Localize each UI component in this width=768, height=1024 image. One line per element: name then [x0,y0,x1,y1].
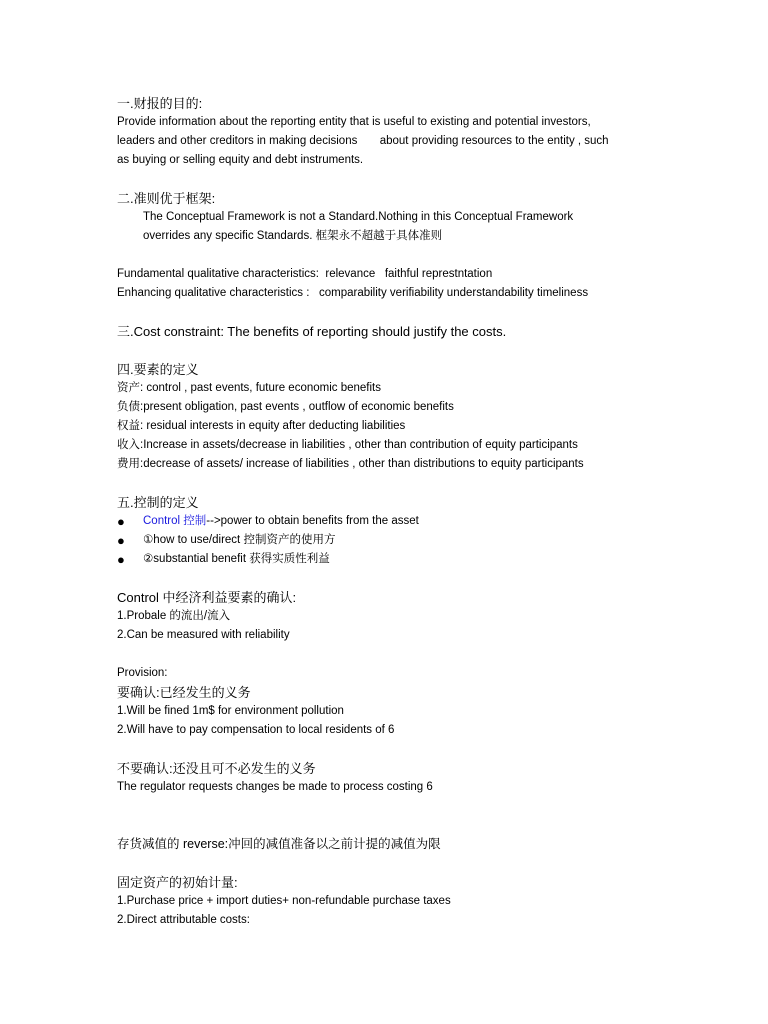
element-label: 资产 [117,382,140,394]
bullet-item [117,550,708,569]
provision-recognize-line: 2.Will have to pay compensation to local residents of 6 [117,724,395,736]
element-income [117,436,708,455]
control-recognition-heading: Control 中经济利益要素的确认: [117,590,297,605]
fixed-asset-heading: 固定资产的初始计量: [117,875,238,890]
section-1-line-2: leaders and other creditors in making decisions about providing resources to the entity , such [117,135,609,147]
section-1-heading: 一.财报的目的: [117,96,203,111]
inventory-reversal-line: 存货减值的 reverse:冲回的减值准备以之前计提的减值为限 [117,837,441,851]
section-1-line-1: Provide information about the reporting entity that is useful to existing and potential investors, [117,116,591,128]
bullet-item [117,531,708,550]
bullet-text: ①how to use/direct 控制资产的使用方 [143,534,336,546]
provision-not-recognize-line: The regulator requests changes be made to process costing 6 [117,781,433,793]
fixed-asset-line: 2.Direct attributable costs: [117,914,250,926]
element-label: 收入 [117,439,140,451]
section-2-line-2: overrides any specific Standards. 框架永不超越于具体准则 [143,230,443,242]
bullet-icon: ● [117,533,125,548]
section-5-heading: 五.控制的定义 [117,495,199,510]
provision-not-recognize-heading: 不要确认:还没且可不必发生的义务 [117,761,316,776]
fixed-asset-line: 1.Purchase price + import duties+ non-refundable purchase taxes [117,895,451,907]
bullet-item [117,512,708,531]
bullet-icon: ● [117,514,125,529]
fundamental-characteristics: Fundamental qualitative characteristics: relevance faithful represtntation [117,268,493,280]
element-text: : residual interests in equity after deducting liabilities [140,420,406,432]
section-4-heading: 四.要素的定义 [117,362,199,377]
enhancing-characteristics: Enhancing qualitative characteristics : comparability verifiability understandability timeliness [117,287,589,299]
bullet-icon: ● [117,552,125,567]
section-1-line-3: as buying or selling equity and debt instruments. [117,154,364,166]
element-text: :present obligation, past events , outflow of economic benefits [140,401,454,413]
control-link-text: Control 控制 [143,515,207,527]
element-text: : control , past events, future economic benefits [140,382,381,394]
section-3-heading: 三.Cost constraint: The benefits of reporting should justify the costs. [117,324,507,339]
element-asset [117,379,708,398]
bullet-text: -->power to obtain benefits from the asset [206,515,419,527]
provision-recognize-heading: 要确认:已经发生的义务 [117,685,251,700]
provision-title: Provision: [117,667,168,679]
element-liability [117,398,708,417]
provision-recognize-line: 1.Will be fined 1m$ for environment pollution [117,705,344,717]
element-text: :decrease of assets/ increase of liabilities , other than distributions to equity participants [140,458,584,470]
element-label: 费用 [117,458,140,470]
section-2-heading: 二.准则优于框架: [117,191,216,206]
section-2-line-1: The Conceptual Framework is not a Standard.Nothing in this Conceptual Framework [143,211,574,223]
element-label: 权益 [117,420,140,432]
element-expense [117,455,708,474]
control-recognition-line: 1.Probale 的流出/流入 [117,610,231,622]
element-text: :Increase in assets/decrease in liabilities , other than contribution of equity participants [140,439,578,451]
element-equity [117,417,708,436]
control-recognition-line: 2.Can be measured with reliability [117,629,290,641]
bullet-text: ②substantial benefit 获得实质性利益 [143,553,330,565]
element-label: 负债 [117,401,140,413]
